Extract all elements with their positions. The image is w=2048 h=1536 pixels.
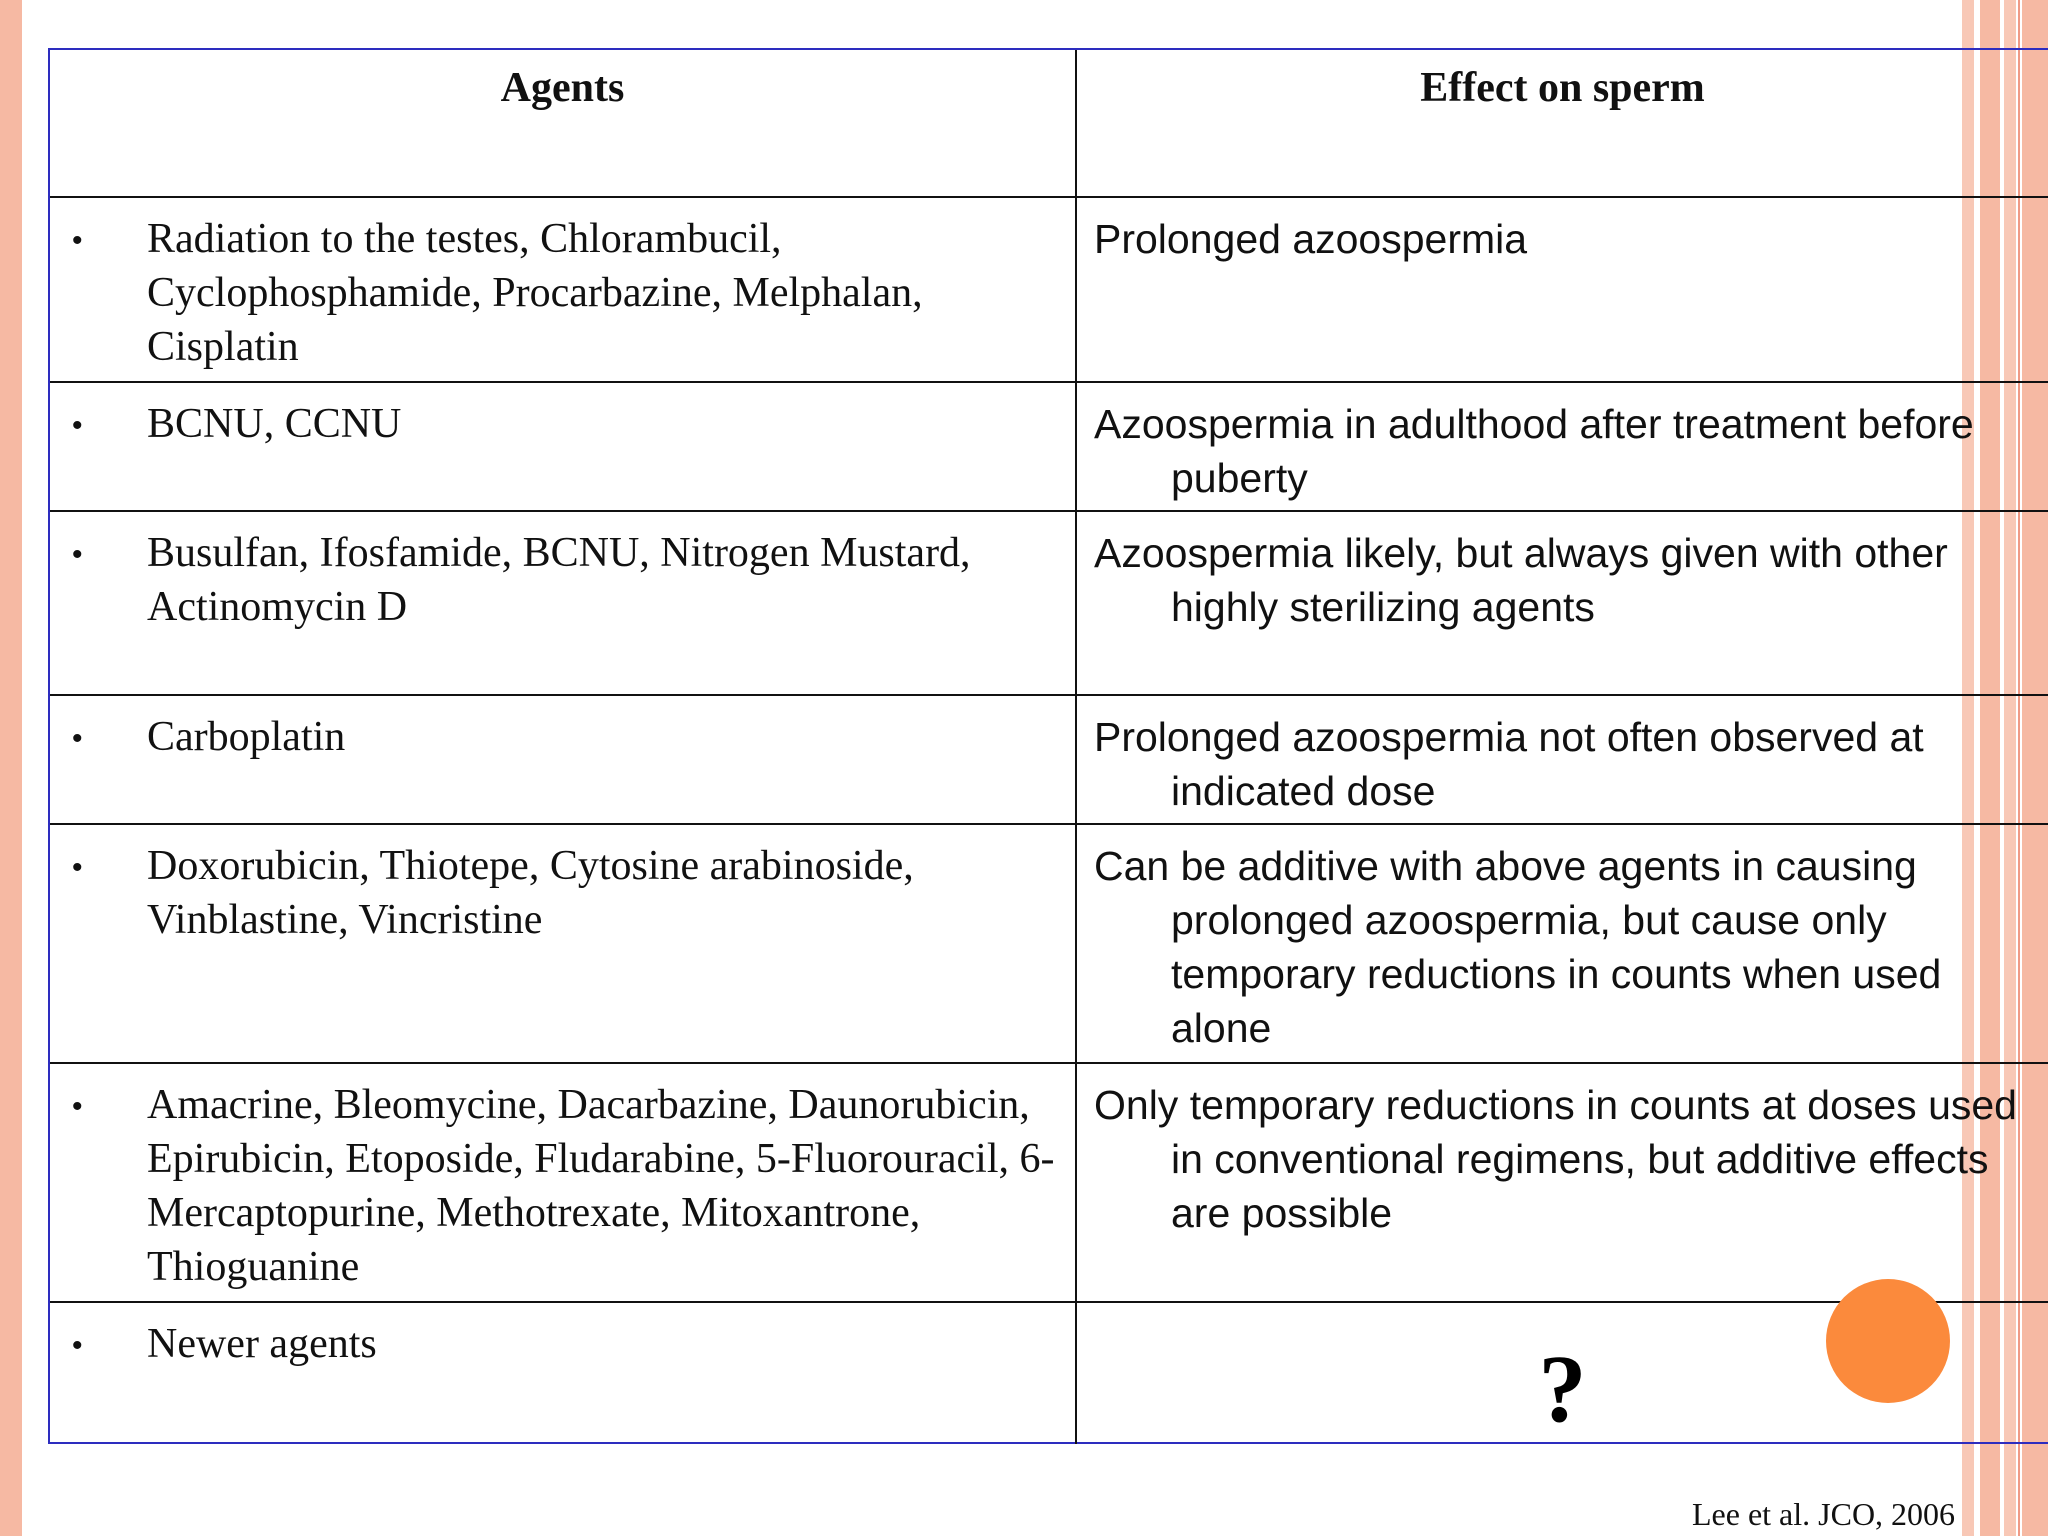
bullet-icon: • bbox=[72, 409, 83, 442]
bullet-icon: • bbox=[72, 722, 83, 755]
effect-cell: Prolonged azoospermia bbox=[1076, 197, 2048, 382]
effect-cell: Prolonged azoospermia not often observed at indicated dose bbox=[1076, 695, 2048, 824]
bullet-icon: • bbox=[72, 1329, 83, 1362]
agents-text: Amacrine, Bleomycine, Dacarbazine, Daunorubicin, Epirubicin, Etoposide, Fludarabine, 5-Fluorouracil, 6-Mercaptopurine, Methotrexate, Mitoxantrone, Thioguanine bbox=[147, 1082, 1055, 1290]
agents-text: BCNU, CCNU bbox=[147, 401, 402, 447]
agents-cell bbox=[50, 1302, 1076, 1444]
agents-text: Carboplatin bbox=[147, 714, 346, 760]
table-row bbox=[50, 197, 2048, 382]
agents-effect-table bbox=[50, 50, 2048, 1444]
agents-cell bbox=[50, 382, 1076, 511]
agents-cell bbox=[50, 824, 1076, 1063]
table-header-row bbox=[50, 50, 2048, 197]
bullet-icon: • bbox=[72, 851, 83, 884]
header-agents: Agents bbox=[50, 50, 1076, 197]
unknown-effect-question-mark: ? bbox=[1076, 1302, 2048, 1444]
bullet-icon: • bbox=[72, 224, 83, 257]
agents-cell bbox=[50, 197, 1076, 382]
effect-cell: Azoospermia in adulthood after treatment before puberty bbox=[1076, 382, 2048, 511]
table-row bbox=[50, 824, 2048, 1063]
header-effect-on-sperm: Effect on sperm bbox=[1420, 65, 1705, 111]
table-row bbox=[50, 695, 2048, 824]
table-row bbox=[50, 1302, 2048, 1444]
effect-cell: Can be additive with above agents in causing prolonged azoospermia, but cause only temporary reductions in counts when used alone bbox=[1076, 824, 2048, 1063]
bullet-icon: • bbox=[72, 1090, 83, 1123]
agents-text: Radiation to the testes, Chlorambucil, Cyclophosphamide, Procarbazine, Melphalan, Cisplatin bbox=[147, 216, 923, 370]
agents-cell bbox=[50, 511, 1076, 695]
table-row bbox=[50, 511, 2048, 695]
table-row bbox=[50, 382, 2048, 511]
agents-text: Newer agents bbox=[147, 1321, 377, 1367]
citation: Lee et al. JCO, 2006 bbox=[1692, 1496, 1956, 1532]
agents-cell bbox=[50, 1063, 1076, 1302]
agents-text: Doxorubicin, Thiotepe, Cytosine arabinoside, Vinblastine, Vincristine bbox=[147, 843, 914, 943]
table-row bbox=[50, 1063, 2048, 1302]
agents-text: Busulfan, Ifosfamide, BCNU, Nitrogen Mustard, Actinomycin D bbox=[147, 530, 971, 630]
agents-table-container bbox=[48, 48, 2048, 1444]
orange-circle-decoration bbox=[1826, 1279, 1950, 1403]
effect-cell: Azoospermia likely, but always given with other highly sterilizing agents bbox=[1076, 511, 2048, 695]
left-decorative-stripe bbox=[0, 0, 22, 1536]
agents-cell bbox=[50, 695, 1076, 824]
effect-cell: Only temporary reductions in counts at doses used in conventional regimens, but additive effects are possible bbox=[1076, 1063, 2048, 1302]
bullet-icon: • bbox=[72, 538, 83, 571]
